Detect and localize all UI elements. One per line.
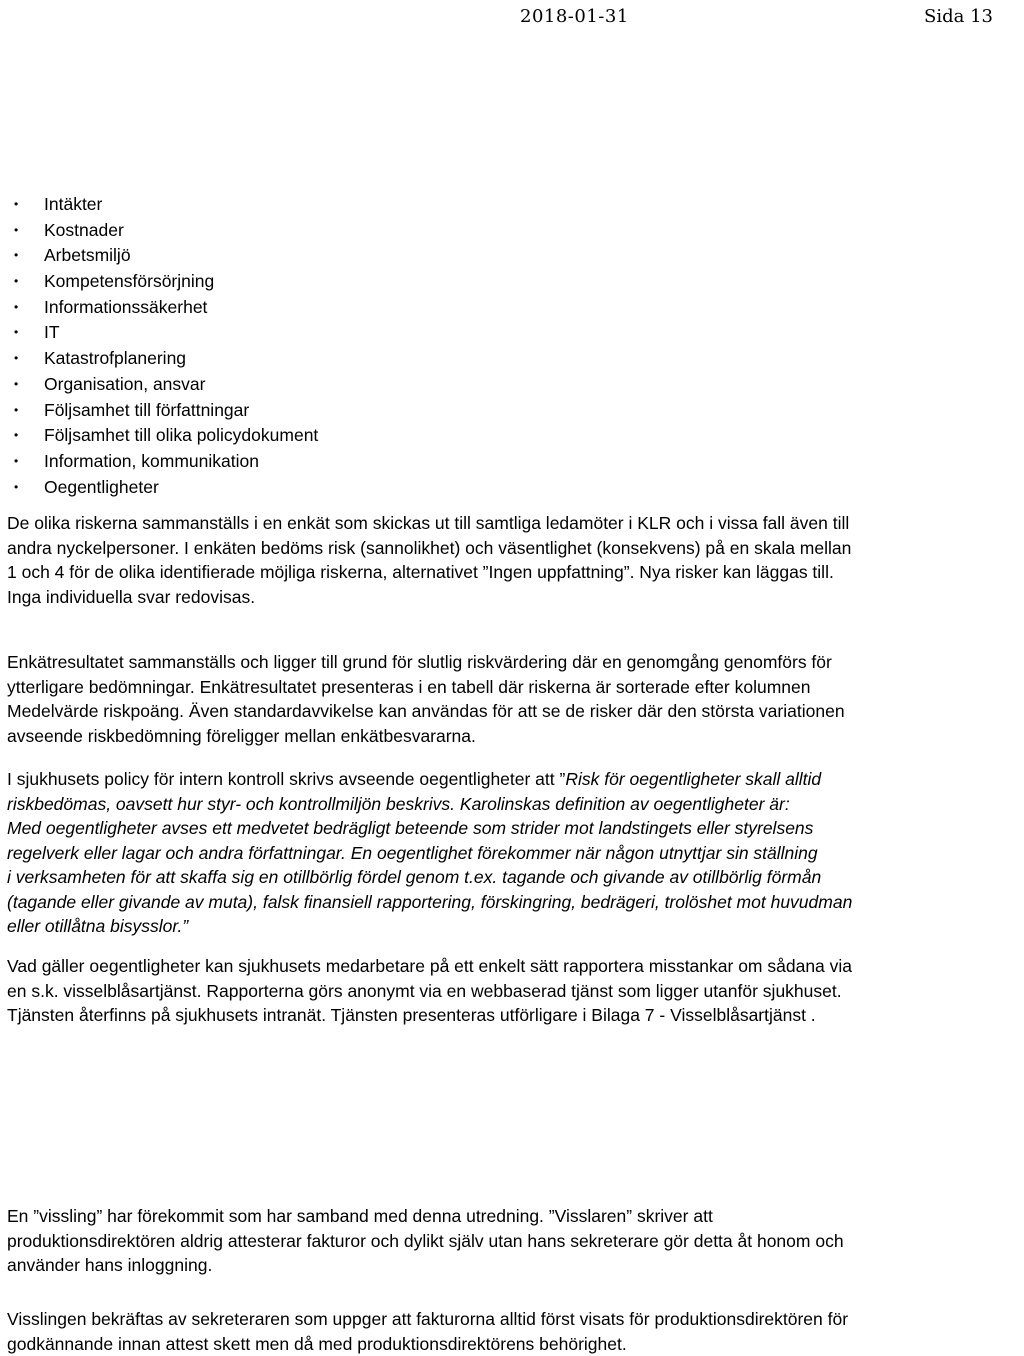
text-line: ytterligare bedömningar. Enkätresultatet presenteras i en tabell där riskerna är sorterade efter kolumnen [7, 675, 1021, 700]
text-line: avseende riskbedömning föreligger mellan enkätbesvararna. [7, 724, 1021, 749]
text-line: Med oegentligheter avses ett medvetet bedrägligt beteende som strider mot landstingets eller styrelsens [7, 816, 1021, 841]
paragraph-whistleblowing-service [7, 954, 1021, 1028]
text-italic: Risk för oegentligheter skall alltid [565, 769, 821, 789]
header-date: 2018-01-31 [520, 6, 629, 27]
bullet-icon: • [14, 269, 18, 295]
bullet-icon: • [14, 475, 18, 501]
text-line: regelverk eller lagar och andra författningar. En oegentlighet förekommer när någon utnyttjar sin ställning [7, 841, 1021, 866]
text-plain: I sjukhusets policy för intern kontroll skrivs avseende oegentligheter att ” [7, 769, 565, 789]
list-item-label: Organisation, ansvar [44, 372, 205, 398]
bullet-icon: • [14, 218, 18, 244]
text-line: produktionsdirektören aldrig attesterar fakturor och dylikt själv utan hans sekreterare gör detta åt honom och [7, 1229, 1021, 1254]
bullet-icon: • [14, 398, 18, 424]
paragraph-confirmation [7, 1307, 1021, 1356]
list-item-label: Intäkter [44, 192, 102, 218]
text-line: godkännande innan attest skett men då med produktionsdirektörens behörighet. [7, 1332, 1021, 1356]
text-line: andra nyckelpersoner. I enkäten bedöms risk (sannolikhet) och väsentlighet (konsekvens) på en skala mellan [7, 536, 1021, 561]
list-item-label: Kostnader [44, 218, 124, 244]
text-line: Enkätresultatet sammanställs och ligger till grund för slutlig riskvärdering där en genomgång genomförs för [7, 650, 1021, 675]
header-page-number: Sida 13 [924, 6, 993, 27]
text-line: använder hans inloggning. [7, 1253, 1021, 1278]
bullet-icon: • [14, 295, 18, 321]
list-item-label: Följsamhet till olika policydokument [44, 423, 318, 449]
list-item-label: Oegentligheter [44, 475, 159, 501]
list-item-label: Information, kommunikation [44, 449, 259, 475]
text-line: Vad gäller oegentligheter kan sjukhusets medarbetare på ett enkelt sätt rapportera misstankar om sådana via [7, 954, 1021, 979]
text-line: Inga individuella svar redovisas. [7, 585, 1021, 610]
bullet-icon: • [14, 243, 18, 269]
text-line: i verksamheten för att skaffa sig en otillbörlig fördel genom t.ex. tagande och givande av otillbörlig förmån [7, 865, 1021, 890]
text-line: De olika riskerna sammanställs i en enkät som skickas ut till samtliga ledamöter i KLR och i vissa fall även till [7, 511, 1021, 536]
page-header [0, 6, 1024, 30]
text-line: Tjänsten återfinns på sjukhusets intranät. Tjänsten presenteras utförligare i Bilaga 7 - Visselblåsartjänst . [7, 1003, 1021, 1028]
text-line: en s.k. visselblåsartjänst. Rapporterna görs anonymt via en webbaserad tjänst som ligger utanför sjukhuset. [7, 979, 1021, 1004]
bullet-icon: • [14, 192, 18, 218]
list-item-label: Följsamhet till författningar [44, 398, 249, 424]
text-line [7, 767, 1021, 792]
bullet-icon: • [14, 449, 18, 475]
list-item-label: IT [44, 320, 60, 346]
list-item-label: Arbetsmiljö [44, 243, 131, 269]
bullet-icon: • [14, 372, 18, 398]
list-item-label: Katastrofplanering [44, 346, 186, 372]
text-line: En ”vissling” har förekommit som har samband med denna utredning. ”Visslaren” skriver att [7, 1204, 1021, 1229]
paragraph-whistleblow-report [7, 1204, 1021, 1278]
text-line: riskbedömas, oavsett hur styr- och kontrollmiljön beskrivs. Karolinskas definition av oegentligheter är: [7, 792, 1021, 817]
text-line: Visslingen bekräftas av sekreteraren som uppger att fakturorna alltid först visats för produktionsdirektören för [7, 1307, 1021, 1332]
text-line: Medelvärde riskpoäng. Även standardavvikelse kan användas för att se de risker där den största variationen [7, 699, 1021, 724]
bullet-icon: • [14, 346, 18, 372]
bullet-icon: • [14, 320, 18, 346]
paragraph-policy-definition [7, 767, 1021, 939]
text-line: 1 och 4 för de olika identifierade möjliga riskerna, alternativet ”Ingen uppfattning”. Nya risker kan läggas till. [7, 560, 1021, 585]
text-line: (tagande eller givande av muta), falsk finansiell rapportering, förskingring, bedrägeri, trolöshet mot huvudman [7, 890, 1021, 915]
paragraph-survey-results [7, 650, 1021, 748]
bullet-icon: • [14, 423, 18, 449]
paragraph-survey [7, 511, 1021, 609]
list-item-label: Kompetensförsörjning [44, 269, 214, 295]
text-line: eller otillåtna bisysslor.” [7, 914, 1021, 939]
list-item-label: Informationssäkerhet [44, 295, 207, 321]
